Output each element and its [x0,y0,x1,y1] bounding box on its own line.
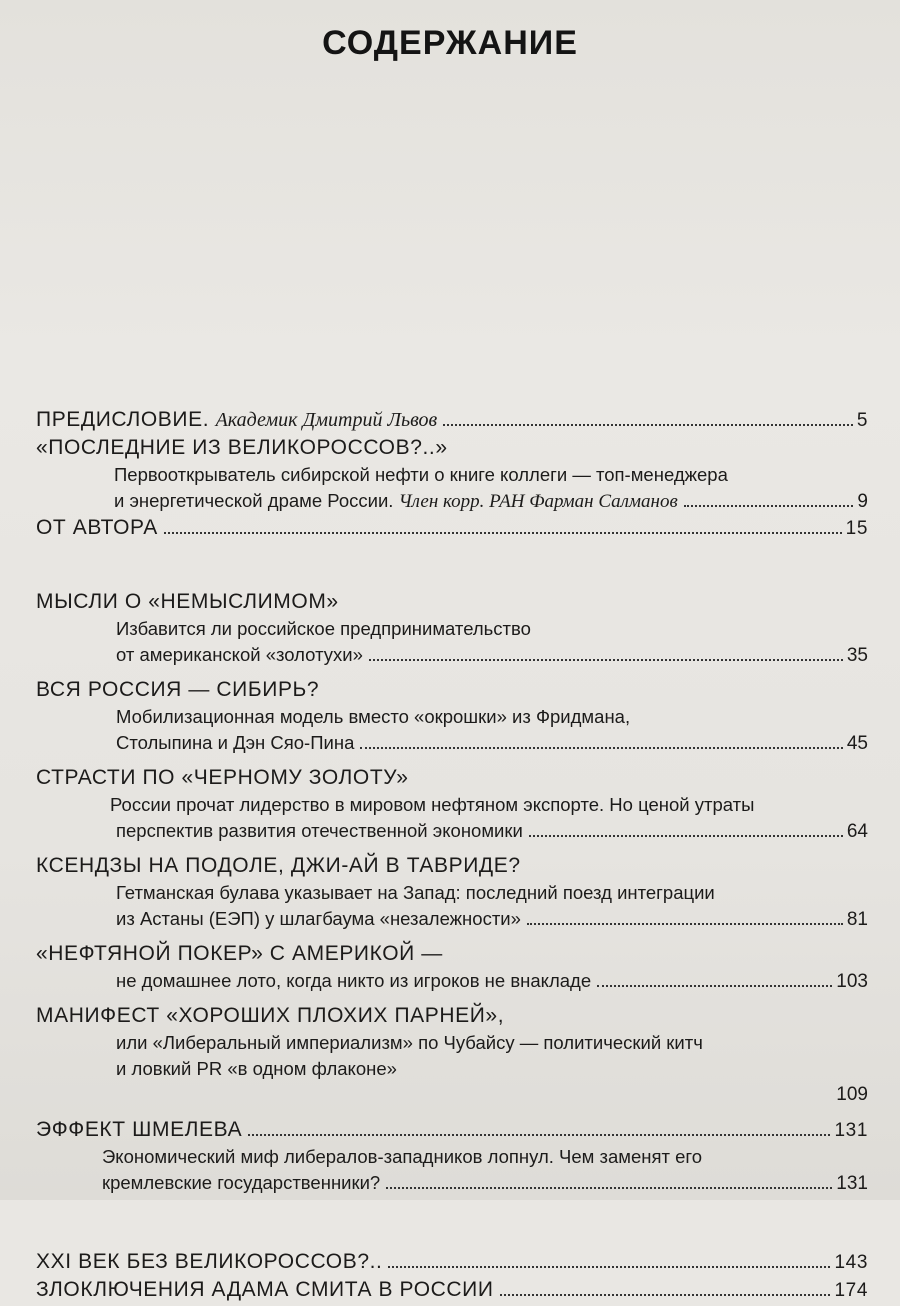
entry-title: «НЕФТЯНОЙ ПОКЕР» С АМЕРИКОЙ — [36,942,443,965]
toc-entry-from-author [36,516,868,544]
page-number: 15 [845,518,868,539]
entry-title: МЫСЛИ О «НЕМЫСЛИМОМ» [36,590,339,613]
toc-subtitle: Экономический миф либералов-западников лопнул. Чем заменят его [102,1146,703,1167]
toc-entry [36,942,868,970]
leader-dots [684,505,854,507]
toc-entry [36,1250,868,1278]
leader-dots [527,923,843,925]
page-number: 45 [846,733,868,754]
leader-dots [443,424,853,426]
toc-entry-preface [36,408,868,436]
toc-subtitle: не домашнее лото, когда никто из игроков не внакладе 103 [116,970,868,992]
entry-author: Член корр. РАН Фарман Салманов [398,491,678,512]
leader-dots [164,532,842,534]
entry-title: СТРАСТИ ПО «ЧЕРНОМУ ЗОЛОТУ» [36,766,409,789]
toc-entry [36,590,868,618]
leader-dots [388,1266,830,1268]
toc-subtitle: или «Либеральный империализм» по Чубайсу — политический китч [116,1032,703,1053]
leader-dots [529,835,843,837]
entry-title: КСЕНДЗЫ НА ПОДОЛЕ, ДЖИ-АЙ В ТАВРИДЕ? [36,854,521,877]
entry-title: ПРЕДИСЛОВИЕ. [36,408,210,431]
table-of-contents [36,408,868,1306]
page-number: 143 [834,1252,868,1273]
toc-subtitle: Гетманская булава указывает на Запад: последний поезд интеграции [116,882,715,903]
toc-entry [36,766,868,794]
toc-subtitle: Избавится ли российское предпринимательство [116,618,531,639]
entry-title: «ПОСЛЕДНИЕ ИЗ ВЕЛИКОРОССОВ?..» [36,436,448,459]
page-title: СОДЕРЖАНИЕ [322,24,578,62]
toc-subtitle: перспектив развития отечественной экономики 64 [116,820,868,842]
toc-subtitle: России прочат лидерство в мировом нефтяном экспорте. Но ценой утраты [110,794,755,815]
toc-entry [36,678,868,706]
entry-title: ЭФФЕКТ ШМЕЛЕВА [36,1118,243,1141]
page-number: 35 [846,645,868,666]
page-number: 174 [834,1280,868,1301]
toc-entry-last-great-russians [36,436,868,464]
entry-title: МАНИФЕСТ «ХОРОШИХ ПЛОХИХ ПАРНЕЙ», [36,1004,505,1027]
entry-title: ВСЯ РОССИЯ — СИБИРЬ? [36,678,320,701]
toc-subtitle: из Астаны (ЕЭП) у шлагбаума «незалежности» 81 [116,908,868,930]
toc-subtitle: и ловкий PR «в одном флаконе» [116,1058,397,1079]
page-number: 9 [857,491,868,512]
entry-author: Академик Дмитрий Львов [215,409,438,431]
entry-title: XXI ВЕК БЕЗ ВЕЛИКОРОССОВ?.. [36,1250,383,1273]
toc-subtitle [36,1084,868,1110]
toc-subtitle: от американской «золотухи» 35 [116,644,868,666]
toc-subtitle: Мобилизационная модель вместо «окрошки» из Фридмана, [116,706,631,727]
toc-entry [36,1118,868,1146]
page-number: 5 [856,410,868,431]
entry-title: ОТ АВТОРА [36,516,158,539]
page-number: 81 [846,909,868,930]
leader-dots [248,1134,830,1136]
part-heading-2 [36,1222,868,1250]
leader-dots [386,1187,832,1189]
page-number: 64 [846,821,868,842]
toc-subtitle: Столыпина и Дэн Сяо-Пина 45 [116,732,868,754]
toc-subtitle: кремлевские государственники? 131 [102,1172,868,1194]
page-number: 109 [836,1084,868,1105]
leader-dots [597,985,832,987]
entry-title: ЗЛОКЛЮЧЕНИЯ АДАМА СМИТА В РОССИИ [36,1278,494,1301]
toc-entry [36,1004,868,1032]
toc-subtitle: и энергетической драме России. Член корр. РАН Фарман Салманов 9 [114,490,868,512]
page-number: 103 [836,971,868,992]
toc-entry [36,1278,868,1306]
part-heading-1 [36,562,868,590]
leader-dots [360,747,843,749]
leader-dots [500,1294,831,1296]
toc-subtitle: Первооткрыватель сибирской нефти о книге коллеги — топ-менеджера [114,464,728,485]
page-number: 131 [834,1120,868,1141]
page-number: 131 [836,1173,868,1194]
toc-entry [36,854,868,882]
leader-dots [369,659,843,661]
